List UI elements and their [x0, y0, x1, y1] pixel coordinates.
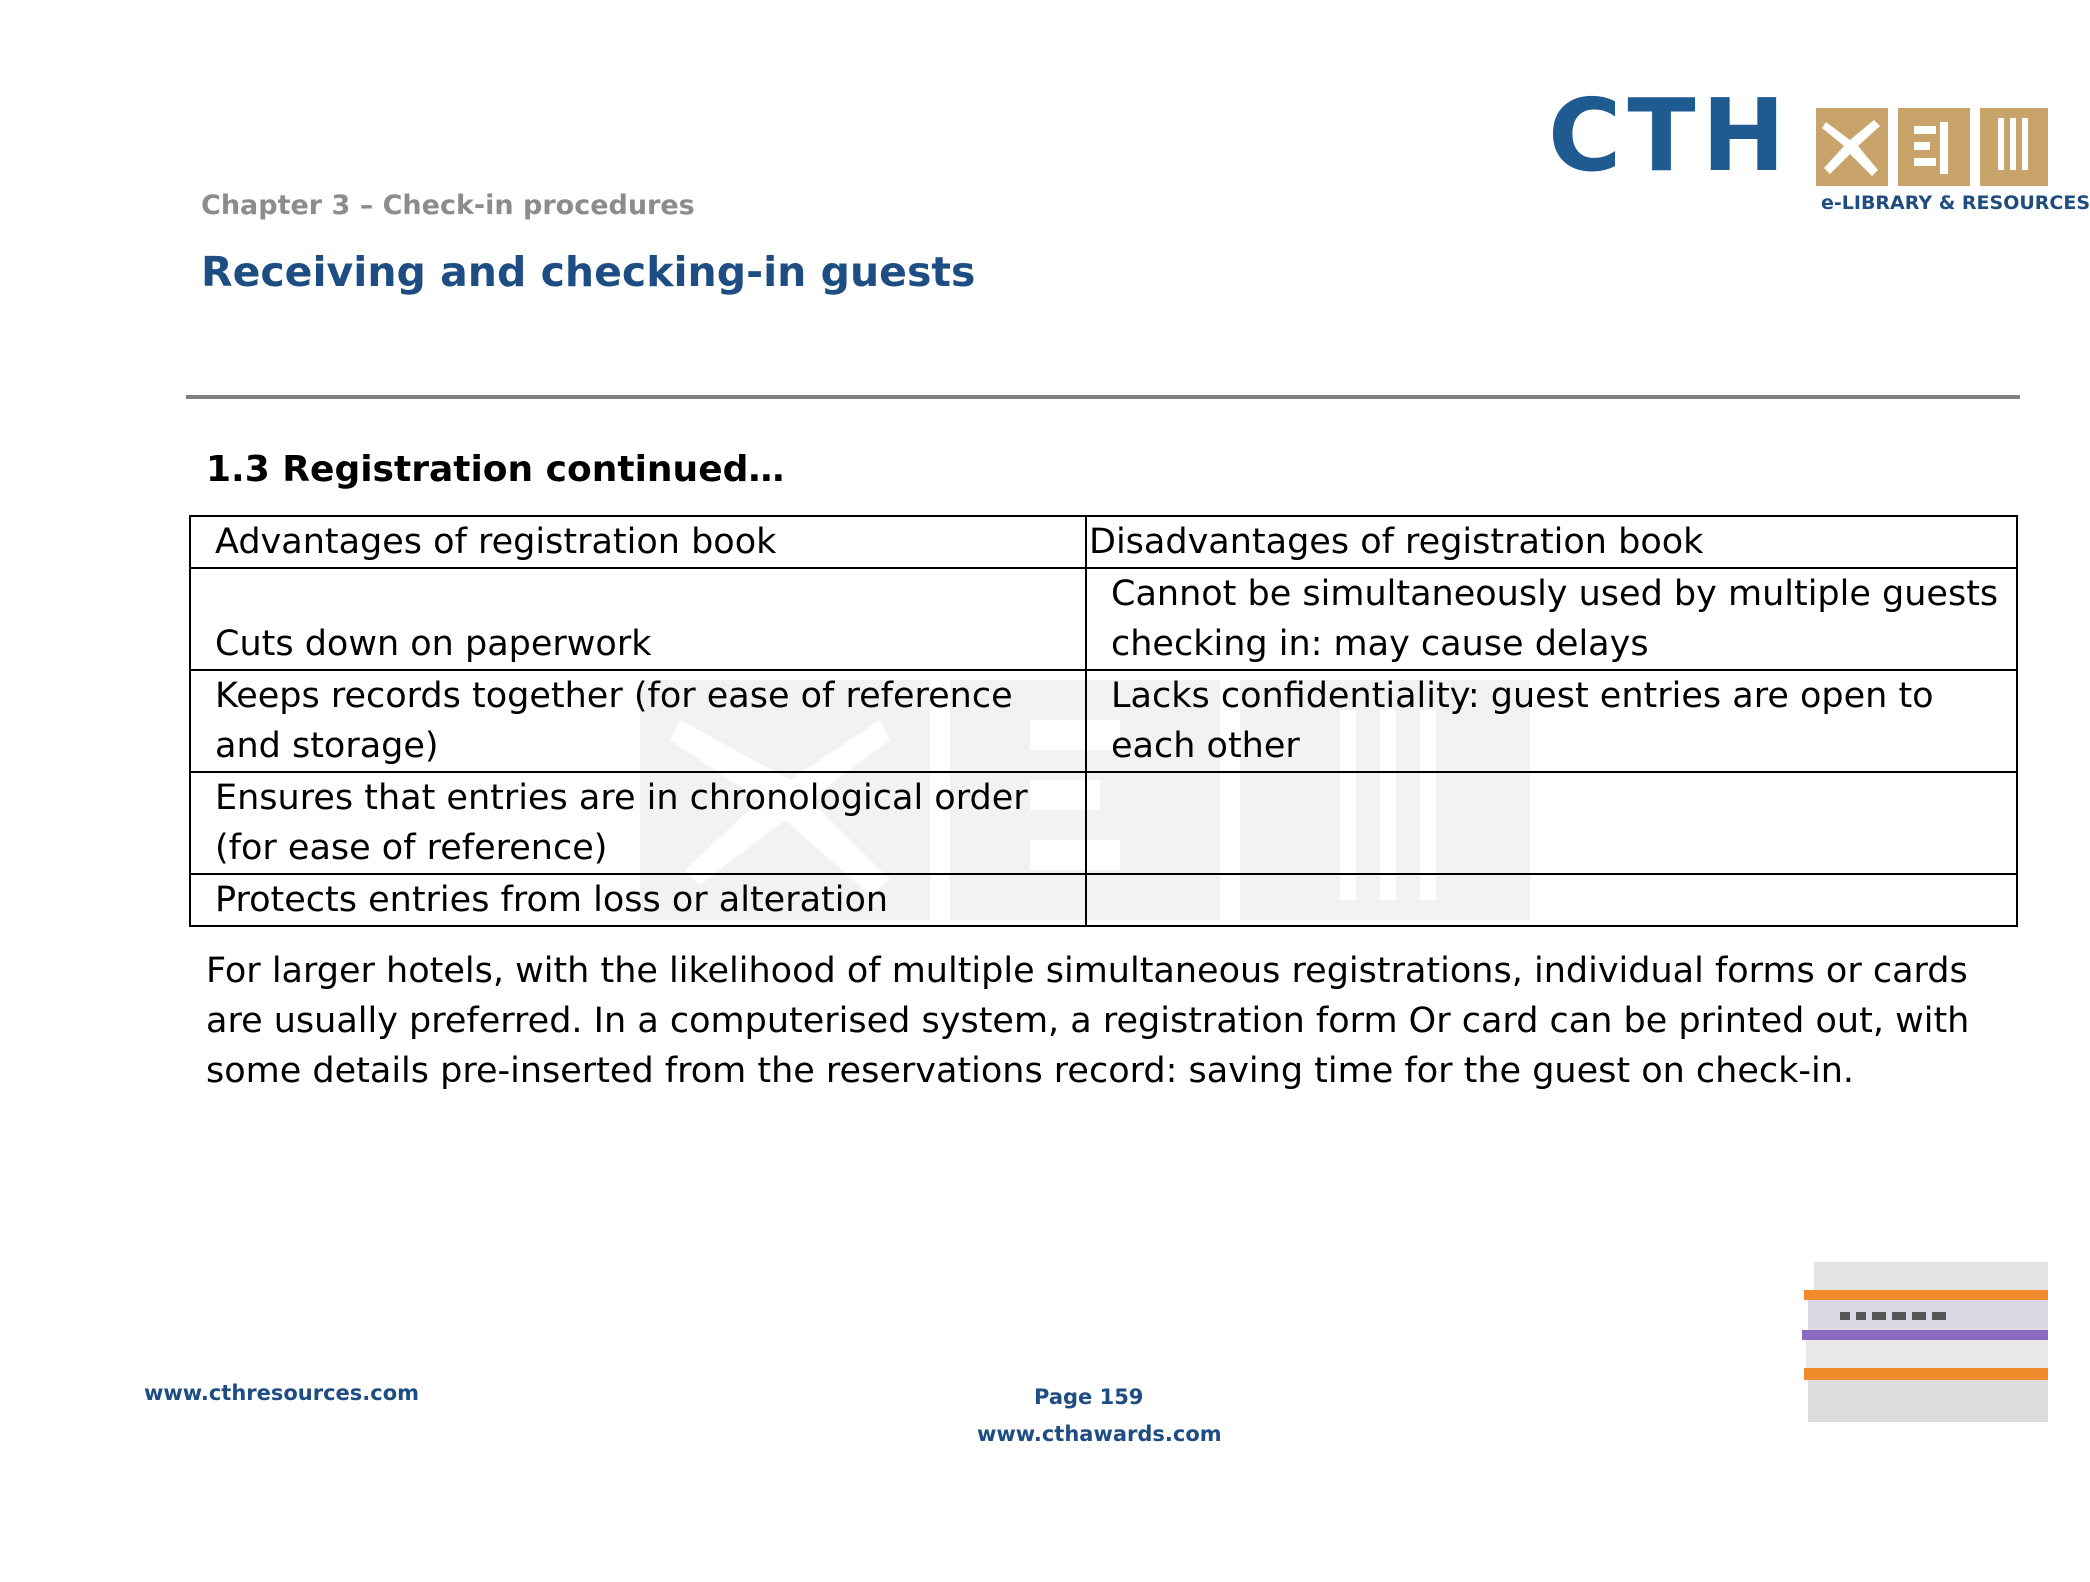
footer-awards-link[interactable]: www.cthawards.com — [977, 1422, 1222, 1446]
header-divider — [186, 395, 2020, 399]
books-image — [1800, 1262, 2048, 1432]
table-cell — [1086, 874, 2017, 926]
page-title: Receiving and checking-in guests — [201, 248, 976, 296]
hotel-icon — [1898, 108, 1970, 186]
fork-icon — [1980, 108, 2048, 186]
table-row — [190, 772, 2017, 874]
table-cell: Lacks confidentiality: guest entries are open to each other — [1086, 670, 2017, 772]
table-header-row — [190, 516, 2017, 568]
logo-icons — [1816, 108, 2048, 186]
table-cell: Cuts down on paperwork — [190, 568, 1086, 670]
logo-subtitle: e-LIBRARY & RESOURCES — [1821, 192, 2090, 214]
table-header-advantages: Advantages of registration book — [190, 516, 1086, 568]
table-cell — [1086, 772, 2017, 874]
cth-logo — [1548, 77, 2090, 220]
table-cell: Ensures that entries are in chronological order (for ease of reference) — [190, 772, 1086, 874]
logo-text: CTH — [1548, 77, 1792, 194]
footer-resources-link[interactable]: www.cthresources.com — [144, 1381, 420, 1405]
table-row — [190, 568, 2017, 670]
registration-table — [189, 515, 2018, 927]
table-row — [190, 874, 2017, 926]
airplane-icon — [1816, 108, 1888, 186]
section-heading: 1.3 Registration continued… — [206, 449, 785, 490]
chapter-label: Chapter 3 – Check-in procedures — [201, 190, 695, 221]
table-row — [190, 670, 2017, 772]
body-paragraph: For larger hotels, with the likelihood of multiple simultaneous registrations, individual forms or cards are usually preferred. In a computerised system, a registration form Or card can be printed out, with some details pre-inserted from the reservations record: saving time for the guest on check-in. — [206, 951, 1970, 1091]
table-cell: Protects entries from loss or alteration — [190, 874, 1086, 926]
table-cell: Cannot be simultaneously used by multiple guests checking in: may cause delays — [1086, 568, 2017, 670]
table-header-disadvantages: Disadvantages of registration book — [1086, 516, 2017, 568]
table-cell: Keeps records together (for ease of reference and storage) — [190, 670, 1086, 772]
page-number: Page 159 — [1034, 1385, 1144, 1409]
